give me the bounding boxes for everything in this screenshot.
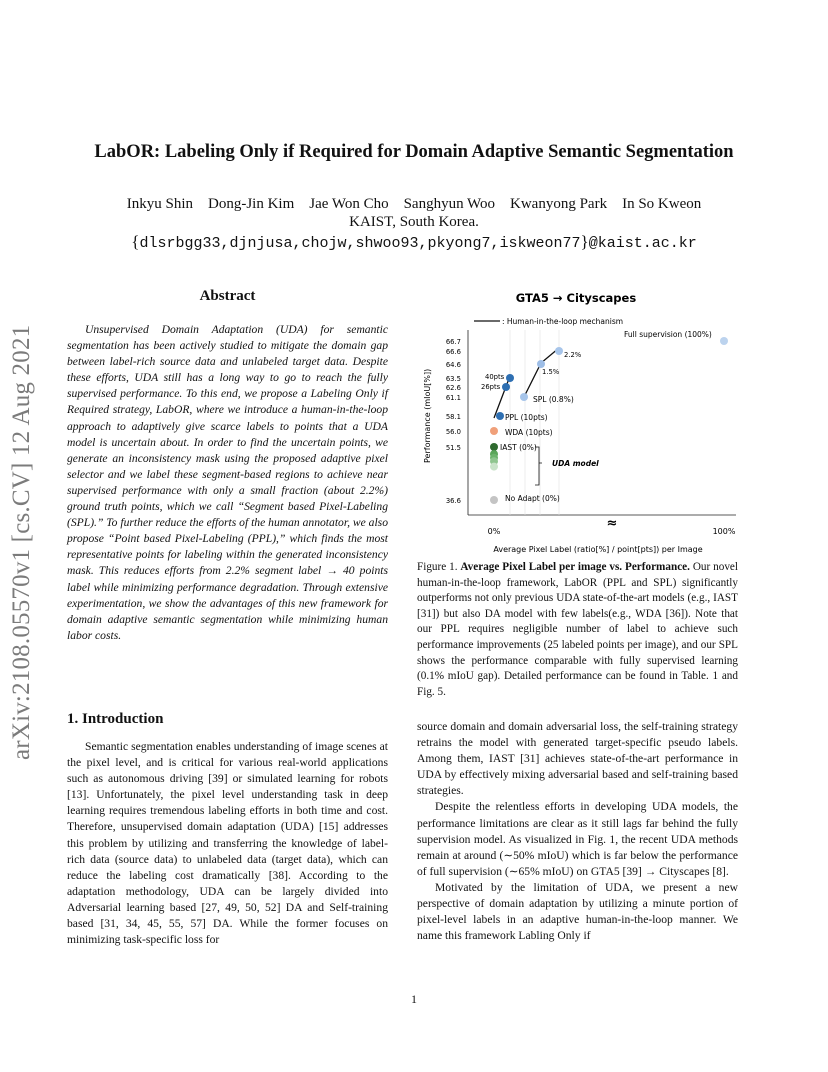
caption-text: Our novel human-in-the-loop framework, LabOR (PPL and SPL) significantly outperforms not only previous UDA state-of-the-art models (e.g., IAST [31]) but also DA model with few labels(e.g., WDA [36]). Note that our PPL requires negligible number of label to achieve such performance improvements (25 labeled points per image), and our SPL shows the performance comparable with fully supervised learning (0.1% mIoU gap). Detailed performance can be found in Table. 1 and Fig. 5.: [417, 561, 739, 698]
section-heading-introduction: 1. Introduction: [67, 711, 164, 727]
point-labels: [481, 330, 712, 503]
point-label-wda: WDA (10pts): [505, 428, 553, 437]
y-axis-label: Performance (mIoU[%]): [423, 368, 432, 463]
y-tick: 62.6: [445, 384, 461, 392]
data-point: [490, 496, 498, 504]
page-number: 1: [411, 992, 417, 1006]
affiliation: KAIST, South Korea.: [349, 214, 479, 230]
y-tick: 61.1: [445, 394, 461, 402]
abstract-text: Unsupervised Domain Adaptation (UDA) for semantic segmentation has been actively studied to mitigate the domain gap between label-rich source data and unlabeled target data. Despite these efforts, UDA still has a long way to go to reach the fully supervised performance. To this end, we propose a Labeling Only if Required strategy, LabOR, where we introduce a human-in-the-loop approach to adaptively give scarce labels to points that a UDA model is uncertain about. In order to find the uncertain points, we generate an inconsistency mask using the proposed adaptive pixel selector and we label these segment-based regions to achieve near supervised performance with only a small fraction (about 2.2%) ground truth points, which we call “Segment based Pixel-Labeling (SPL).” To further reduce the efforts of the human annotator, we also propose “Point based Pixel-Labeling (PPL),” which finds the most representative points for labeling within the generated inconsistency mask. This reduces efforts from 2.2% segment label → 40 points label while minimizing performance degradation. Through extensive experimentation, we show the advantages of this new framework for domain adaptive semantic segmentation while minimizing human labor costs.: [67, 323, 388, 642]
point-label-iast: IAST (0%): [500, 443, 537, 452]
point-label-full-supervision: Full supervision (100%): [624, 330, 712, 339]
y-tick: 64.6: [445, 361, 461, 369]
right-column-body: [417, 719, 738, 944]
uda-bracket-label: UDA model: [552, 459, 599, 468]
y-tick: 51.5: [445, 444, 461, 452]
y-tick: 63.5: [445, 375, 461, 383]
y-tick-labels: [446, 338, 461, 505]
data-point: [537, 360, 545, 368]
author-list: Inkyu Shin Dong-Jin Kim Jae Won Cho Sanghyun Woo Kwanyong Park In So Kweon: [126, 196, 702, 212]
y-tick: 56.0: [445, 428, 461, 436]
introduction-body: [67, 739, 388, 948]
y-tick: 66.7: [445, 338, 461, 346]
abstract-heading: Abstract: [199, 288, 256, 304]
legend-label: : Human-in-the-loop mechanism: [502, 317, 624, 326]
data-point: [496, 412, 504, 420]
data-point: [502, 383, 510, 391]
author-emails: {dlsrbgg33,djnjusa,chojw,shwoo93,pkyong7,iskweon77}@kaist.ac.kr: [131, 232, 697, 252]
point-label-1-5: 1.5%: [542, 368, 560, 376]
figure-1-caption: [417, 560, 738, 700]
hitl-lines: [494, 348, 559, 418]
data-point: [520, 393, 528, 401]
point-label-2-2: 2.2%: [564, 351, 582, 359]
axis-break-symbol: ≈: [606, 516, 618, 531]
arxiv-stamp: arXiv:2108.05570v1 [cs.CV] 12 Aug 2021: [8, 324, 35, 760]
point-label-40pts: 40pts: [485, 373, 505, 381]
intro-paragraph: Semantic segmentation enables understanding of image scenes at the pixel level, and is critical for various real-world applications such as autonomous driving [39] or simulated learning for robots [13]. Unfortunately, the pixel level understanding task in deep learning requires tremendous labeling efforts in both time and cost. Therefore, unsupervised domain adaptation (UDA) [15] addresses this problem by utilizing and transferring the knowledge of label-rich data (source data) to unlabeled data (target data), which can reduce the labeling cost dramatically [38]. According to the adaptation methodology, UDA can be largely divided into Adversarial learning based [27, 49, 50, 52] DA and Self-training based [31, 34, 45, 55, 57] DA. While the former focuses on minimizing task-specific loss for: [67, 740, 388, 947]
y-tick: 36.6: [445, 497, 461, 505]
x-tick-100: 100%: [712, 527, 736, 536]
x-tick-0: 0%: [487, 527, 501, 536]
email-usernames: dlsrbgg33,djnjusa,chojw,shwoo93,pkyong7,iskweon77: [139, 235, 581, 252]
right-paragraph-2: Despite the relentless efforts in developing UDA models, the performance limitations are clear as it still lags far behind the fully supervision model. As visualized in Fig. 1, the recent UDA methods remain at around (∼50% mIoU) which is far below the performance of full supervision (∼65% mIoU) on GTA5 [39] → Cityscapes [8].: [417, 800, 738, 878]
email-domain: @kaist.ac.kr: [588, 235, 697, 252]
data-point: [490, 443, 498, 451]
data-point: [720, 337, 728, 345]
chart-title: GTA5 → Cityscapes: [515, 291, 637, 305]
y-tick: 58.1: [445, 413, 461, 421]
paper-title: LabOR: Labeling Only if Required for Domain Adaptive Semantic Segmentation: [94, 142, 734, 162]
y-tick: 66.6: [445, 348, 461, 356]
caption-label: Figure 1.: [417, 561, 458, 573]
point-label-spl: SPL (0.8%): [533, 395, 574, 404]
point-label-no-adapt: No Adapt (0%): [505, 494, 560, 503]
point-label-26pts: 26pts: [481, 383, 501, 391]
right-paragraph-3: Motivated by the limitation of UDA, we present a new perspective of domain adaptation by utilizing a minute portion of pixel-level labels in an adaptive human-in-the-loop manner. We name this framework Labling Only if: [417, 880, 738, 943]
data-point: [490, 427, 498, 435]
data-point: [506, 374, 514, 382]
abstract-body: [67, 322, 388, 644]
caption-bold: Average Pixel Label per image vs. Performance.: [460, 561, 690, 573]
figure-1-chart: [418, 282, 743, 557]
uda-bracket: [535, 447, 542, 485]
data-point: [490, 463, 498, 471]
data-point: [555, 347, 563, 355]
right-paragraph-1: source domain and domain adversarial loss, the self-training strategy retrains the model with generated target-specific pseudo labels. Among them, IAST [31] achieves state-of-the-art performance in UDA by effectively mixing adversarial based and self-training based strategies.: [417, 720, 738, 798]
x-axis-label: Average Pixel Label (ratio[%] / point[pts]) per Image: [493, 545, 703, 554]
gridlines: [510, 330, 559, 515]
point-label-ppl: PPL (10pts): [505, 413, 548, 422]
